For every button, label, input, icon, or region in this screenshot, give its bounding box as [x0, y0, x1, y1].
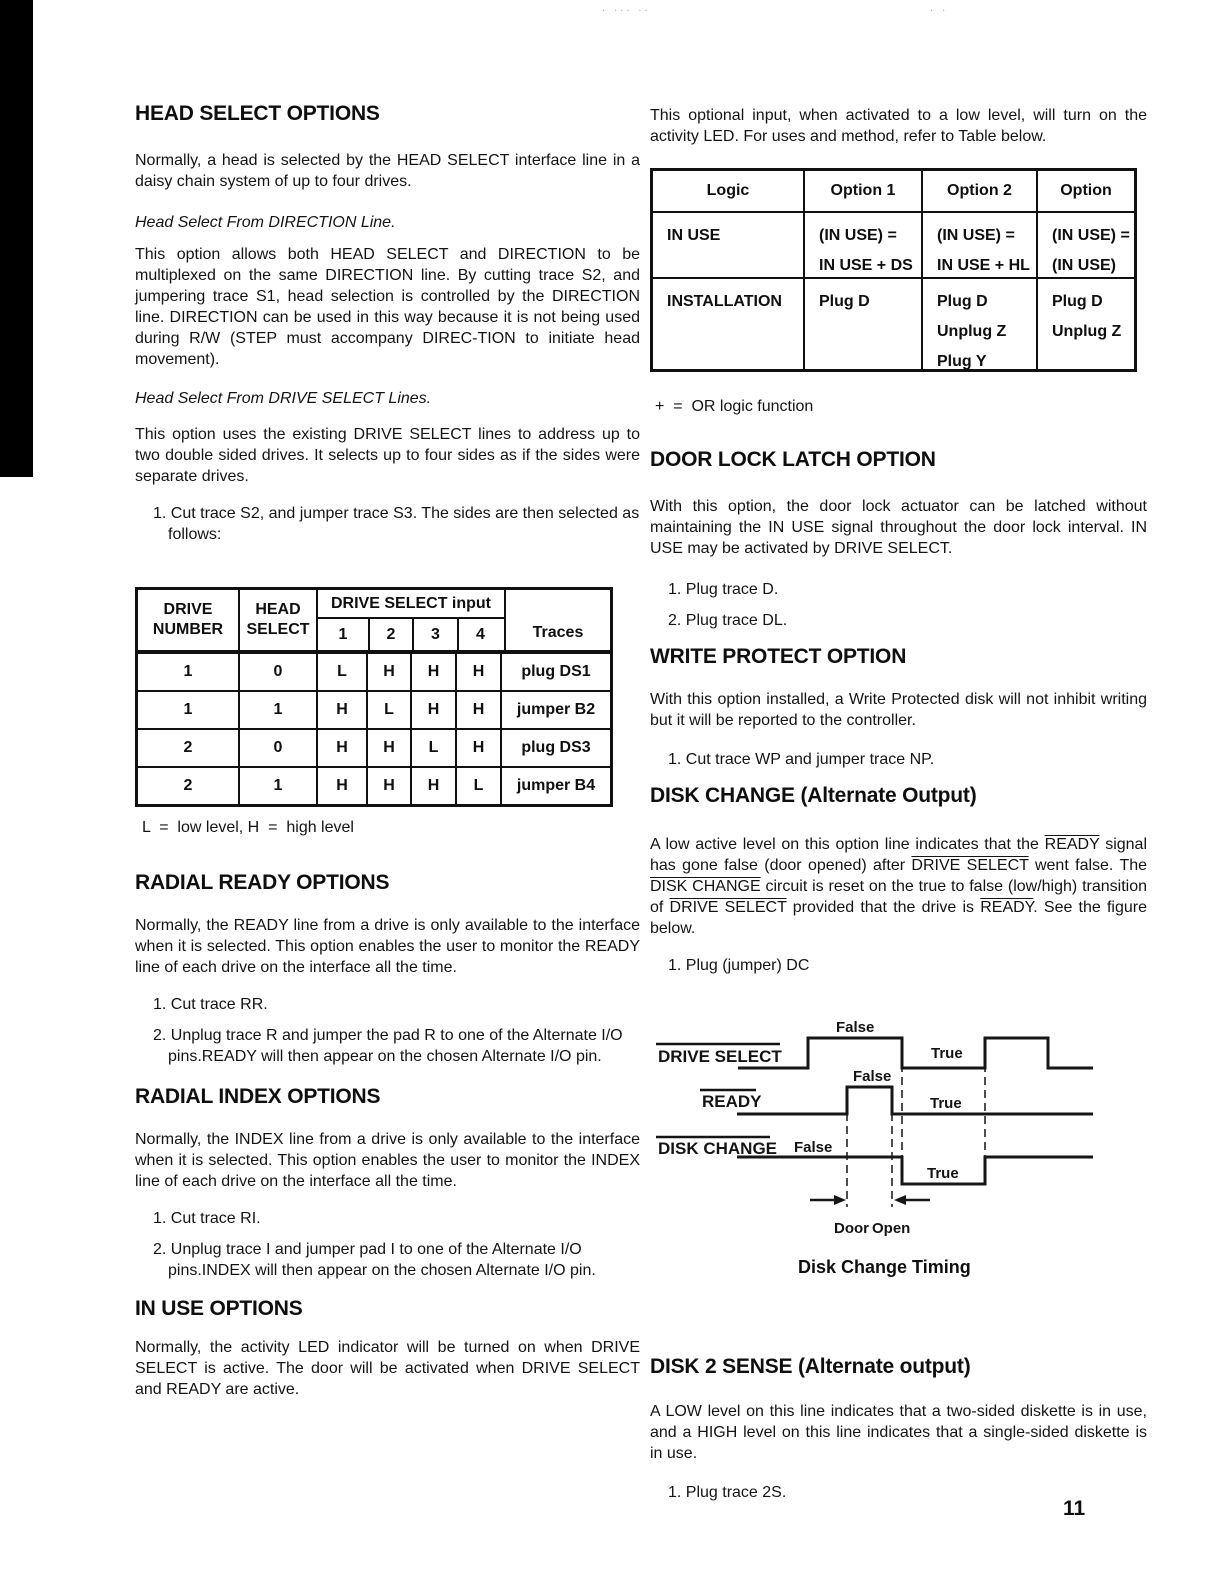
cell-line: IN USE + HL [937, 257, 1030, 274]
cell: 1 [238, 692, 316, 728]
disk-change-waveform [737, 1157, 1093, 1184]
subcol-1: 1 [338, 625, 348, 643]
step-cut-trace-ri: 1. Cut trace RI. [153, 1210, 261, 1227]
in-use-table-header [653, 171, 1134, 211]
step-cut-trace-s2: 1. Cut trace S2, and jumper trace S3. The sides are then selected as follows: [153, 505, 640, 543]
cell-option2 [921, 213, 1036, 277]
cell-line: Plug D [819, 293, 870, 310]
door-label: Door [834, 1220, 869, 1237]
cell: 2 [183, 739, 193, 756]
cell-option3 [1036, 213, 1134, 277]
heading-radial-ready-options: RADIAL READY OPTIONS [135, 871, 390, 894]
timing-diagram-svg [650, 1002, 1120, 1280]
cell: 1 [238, 768, 316, 804]
cell-line: (IN USE) [1052, 257, 1116, 274]
step-plug-trace-d: 1. Plug trace D. [668, 581, 779, 598]
cell: H [410, 768, 455, 804]
cell: jumper B4 [500, 768, 610, 804]
scan-noise-top-center: . ... .. [602, 2, 651, 14]
cell-logic: INSTALLATION [667, 293, 782, 310]
table-row [138, 652, 610, 690]
false-label: False [794, 1139, 833, 1156]
ready-waveform [737, 1087, 1093, 1114]
disk-change-timing-diagram [650, 1002, 1147, 1285]
arrow-left-head [894, 1195, 906, 1205]
cell: 1 [183, 701, 193, 718]
cell: 1 [183, 663, 193, 680]
para-in-use: Normally, the activity LED indicator will be turned on when DRIVE SELECT is active. The door will be activated when DRIVE SELECT and READY are active. [135, 1339, 640, 1398]
heading-in-use-options: IN USE OPTIONS [135, 1297, 303, 1320]
cell: jumper B2 [500, 692, 610, 728]
cell-line: Unplug Z [937, 323, 1007, 340]
step-plug-trace-2s: 1. Plug trace 2S. [668, 1484, 787, 1501]
table-row [138, 728, 610, 766]
subcol-3: 3 [412, 619, 457, 650]
table-row-in-use [653, 211, 1134, 277]
cell: plug DS1 [500, 654, 610, 690]
signal-drive-select: DRIVE SELECT [669, 899, 787, 916]
page-number: 11 [1063, 1497, 1086, 1520]
cell-line: Unplug Z [1052, 323, 1122, 340]
heading-head-select-options: HEAD SELECT OPTIONS [135, 102, 380, 125]
para-in-use-intro: This optional input, when activated to a low level, will turn on the activity LED. For uses and method, refer to Table below. [650, 107, 1147, 145]
para-disk-change [650, 834, 1147, 939]
cell-option3 [1036, 279, 1134, 369]
step-cut-trace-rr: 1. Cut trace RR. [153, 996, 268, 1013]
text-segment: provided that the drive is [786, 899, 981, 916]
col-header-logic: Logic [706, 182, 750, 199]
cell: 0 [238, 654, 316, 690]
text-segment: signal has gone false (door opened) after [650, 836, 1148, 874]
subhead-drive-select-lines: Head Select From DRIVE SELECT Lines. [135, 390, 432, 407]
step-unplug-trace-i: 2. Unplug trace I and jumper pad I to one of the Alternate I/O pins.INDEX will then appear on the chosen Alternate I/O pin. [153, 1241, 596, 1279]
cell: H [410, 692, 455, 728]
cell: L [455, 768, 500, 804]
right-column [650, 100, 1147, 1503]
cell-line: IN USE + DS [819, 257, 913, 274]
head-select-table [135, 587, 613, 807]
table-row [138, 690, 610, 728]
cell: H [455, 730, 500, 766]
cell: H [366, 730, 410, 766]
cell: L [410, 730, 455, 766]
cell-option2 [921, 279, 1036, 369]
step-plug-trace-dl: 2. Plug trace DL. [668, 612, 788, 629]
cell: plug DS3 [500, 730, 610, 766]
col-header-option2: Option 2 [921, 171, 1036, 211]
cell: 2 [183, 777, 193, 794]
col-header-line: SELECT [246, 621, 310, 638]
cell: 0 [238, 730, 316, 766]
para-drive-select-option: This option uses the existing DRIVE SELECT lines to address up to two double sided drives. It selects up to four sides as if the sides were separate drives. [135, 426, 640, 485]
table-row-installation [653, 277, 1134, 369]
group-subheaders [318, 619, 504, 650]
cell-option1 [803, 213, 921, 277]
cell-logic: IN USE [667, 227, 721, 244]
signal-label-disk-change: DISK CHANGE [658, 1139, 778, 1158]
cell-line: (IN USE) = [937, 227, 1015, 244]
cell-line: Plug D [937, 293, 988, 310]
signal-ready: READY [980, 899, 1034, 916]
scan-edge-bar [0, 0, 33, 477]
drive-select-waveform [738, 1038, 1093, 1068]
step-plug-jumper-dc: 1. Plug (jumper) DC [668, 957, 810, 974]
col-header-head-select [238, 590, 316, 650]
step-cut-trace-wp: 1. Cut trace WP and jumper trace NP. [668, 751, 935, 768]
cell: H [410, 654, 455, 690]
signal-ready: READY [1044, 836, 1100, 853]
text-segment: . See the figure below. [650, 899, 1148, 937]
text-segment: went false. The [1028, 857, 1148, 874]
col-header-line: HEAD [255, 601, 301, 618]
scan-noise-top-right: . . [930, 2, 949, 14]
para-radial-ready: Normally, the READY line from a drive is only available to the interface when it is selected. This option enables the user to monitor the READY line of each drive on the interface all the time. [135, 917, 640, 976]
heading-door-lock-latch: DOOR LOCK LATCH OPTION [650, 448, 936, 471]
cell: H [316, 692, 366, 728]
cell: H [366, 654, 410, 690]
para-disk2-sense: A LOW level on this line indicates that a two-sided diskette is in use, and a HIGH level on this line indicates that a single-sided diskette is in use. [650, 1403, 1147, 1462]
para-write-protect: With this option installed, a Write Protected disk will not inhibit writing but it will be reported to the controller. [650, 691, 1147, 729]
cell-line: Plug Y [937, 353, 987, 370]
cell-option1 [803, 279, 921, 369]
col-group-drive-select-input [316, 590, 504, 650]
heading-disk-change: DISK CHANGE (Alternate Output) [650, 784, 977, 807]
true-label: True [930, 1095, 962, 1112]
cell-line: (IN USE) = [819, 227, 897, 244]
para-door-lock: With this option, the door lock actuator can be latched without maintaining the IN USE signal throughout the door lock interval. IN USE may be activated by DRIVE SELECT. [650, 498, 1147, 557]
col-header-line: NUMBER [152, 621, 224, 638]
subcol-4: 4 [457, 619, 502, 650]
cell: L [316, 654, 366, 690]
col-header-line: DRIVE [163, 601, 213, 618]
cell-line: Plug D [1052, 293, 1103, 310]
col-header-option1: Option 1 [803, 171, 921, 211]
heading-radial-index-options: RADIAL INDEX OPTIONS [135, 1085, 381, 1108]
heading-write-protect: WRITE PROTECT OPTION [650, 645, 907, 668]
subcol-2: 2 [368, 619, 412, 650]
signal-drive-select: DRIVE SELECT [911, 857, 1029, 874]
subhead-direction-line: Head Select From DIRECTION Line. [135, 214, 396, 231]
signal-disk-change: DISK CHANGE [650, 878, 761, 895]
para-radial-index: Normally, the INDEX line from a drive is only available to the interface when it is selected. This option enables the user to monitor the INDEX line of each drive on the interface all the time. [135, 1131, 640, 1190]
signal-label-drive-select: DRIVE SELECT [658, 1047, 782, 1066]
col-header-option: Option [1036, 171, 1134, 211]
text-segment: A low active level on this option line indicates that the [650, 836, 1045, 853]
arrow-right-head [834, 1195, 846, 1205]
cell: H [316, 730, 366, 766]
false-label: False [853, 1068, 892, 1085]
step-unplug-trace-r: 2. Unplug trace R and jumper the pad R to one of the Alternate I/O pins.READY will then appear on the chosen Alternate I/O pin. [153, 1027, 623, 1065]
true-label: True [927, 1165, 959, 1182]
table-row [138, 766, 610, 804]
col-header-traces: Traces [504, 590, 610, 650]
cell: L [366, 692, 410, 728]
cell: H [455, 654, 500, 690]
col-header-drive-number [138, 590, 238, 650]
text-segment: circuit is reset on the true to false (low/high) transition of [650, 878, 1147, 916]
true-label: True [931, 1045, 963, 1062]
in-use-option-table [650, 168, 1137, 372]
cell-line: (IN USE) = [1052, 227, 1130, 244]
cell: H [455, 692, 500, 728]
para-head-select-intro: Normally, a head is selected by the HEAD SELECT interface line in a daisy chain system of up to four drives. [135, 152, 640, 190]
head-select-table-header [138, 590, 610, 652]
diagram-caption: Disk Change Timing [798, 1257, 971, 1277]
false-label: False [836, 1019, 875, 1036]
open-label: Open [872, 1220, 911, 1237]
cell: H [366, 768, 410, 804]
signal-label-ready: READY [702, 1092, 762, 1111]
para-direction-option: This option allows both HEAD SELECT and DIRECTION to be multiplexed on the same DIRECTION line. By cutting trace S2, and jumpering trace S1, head selection is controlled by the DIRECTION line. DIRECTION can be used in this way because it is not being used during R/W (STEP must accompany DIREC-TION to initiate head movement). [135, 246, 640, 368]
cell: H [316, 768, 366, 804]
or-logic-note: + = OR logic function [655, 398, 814, 415]
group-header-label: DRIVE SELECT input [318, 590, 504, 619]
table-legend-note: L = low level, H = high level [142, 819, 354, 836]
heading-disk2-sense: DISK 2 SENSE (Alternate output) [650, 1355, 971, 1378]
left-column [135, 100, 640, 1400]
